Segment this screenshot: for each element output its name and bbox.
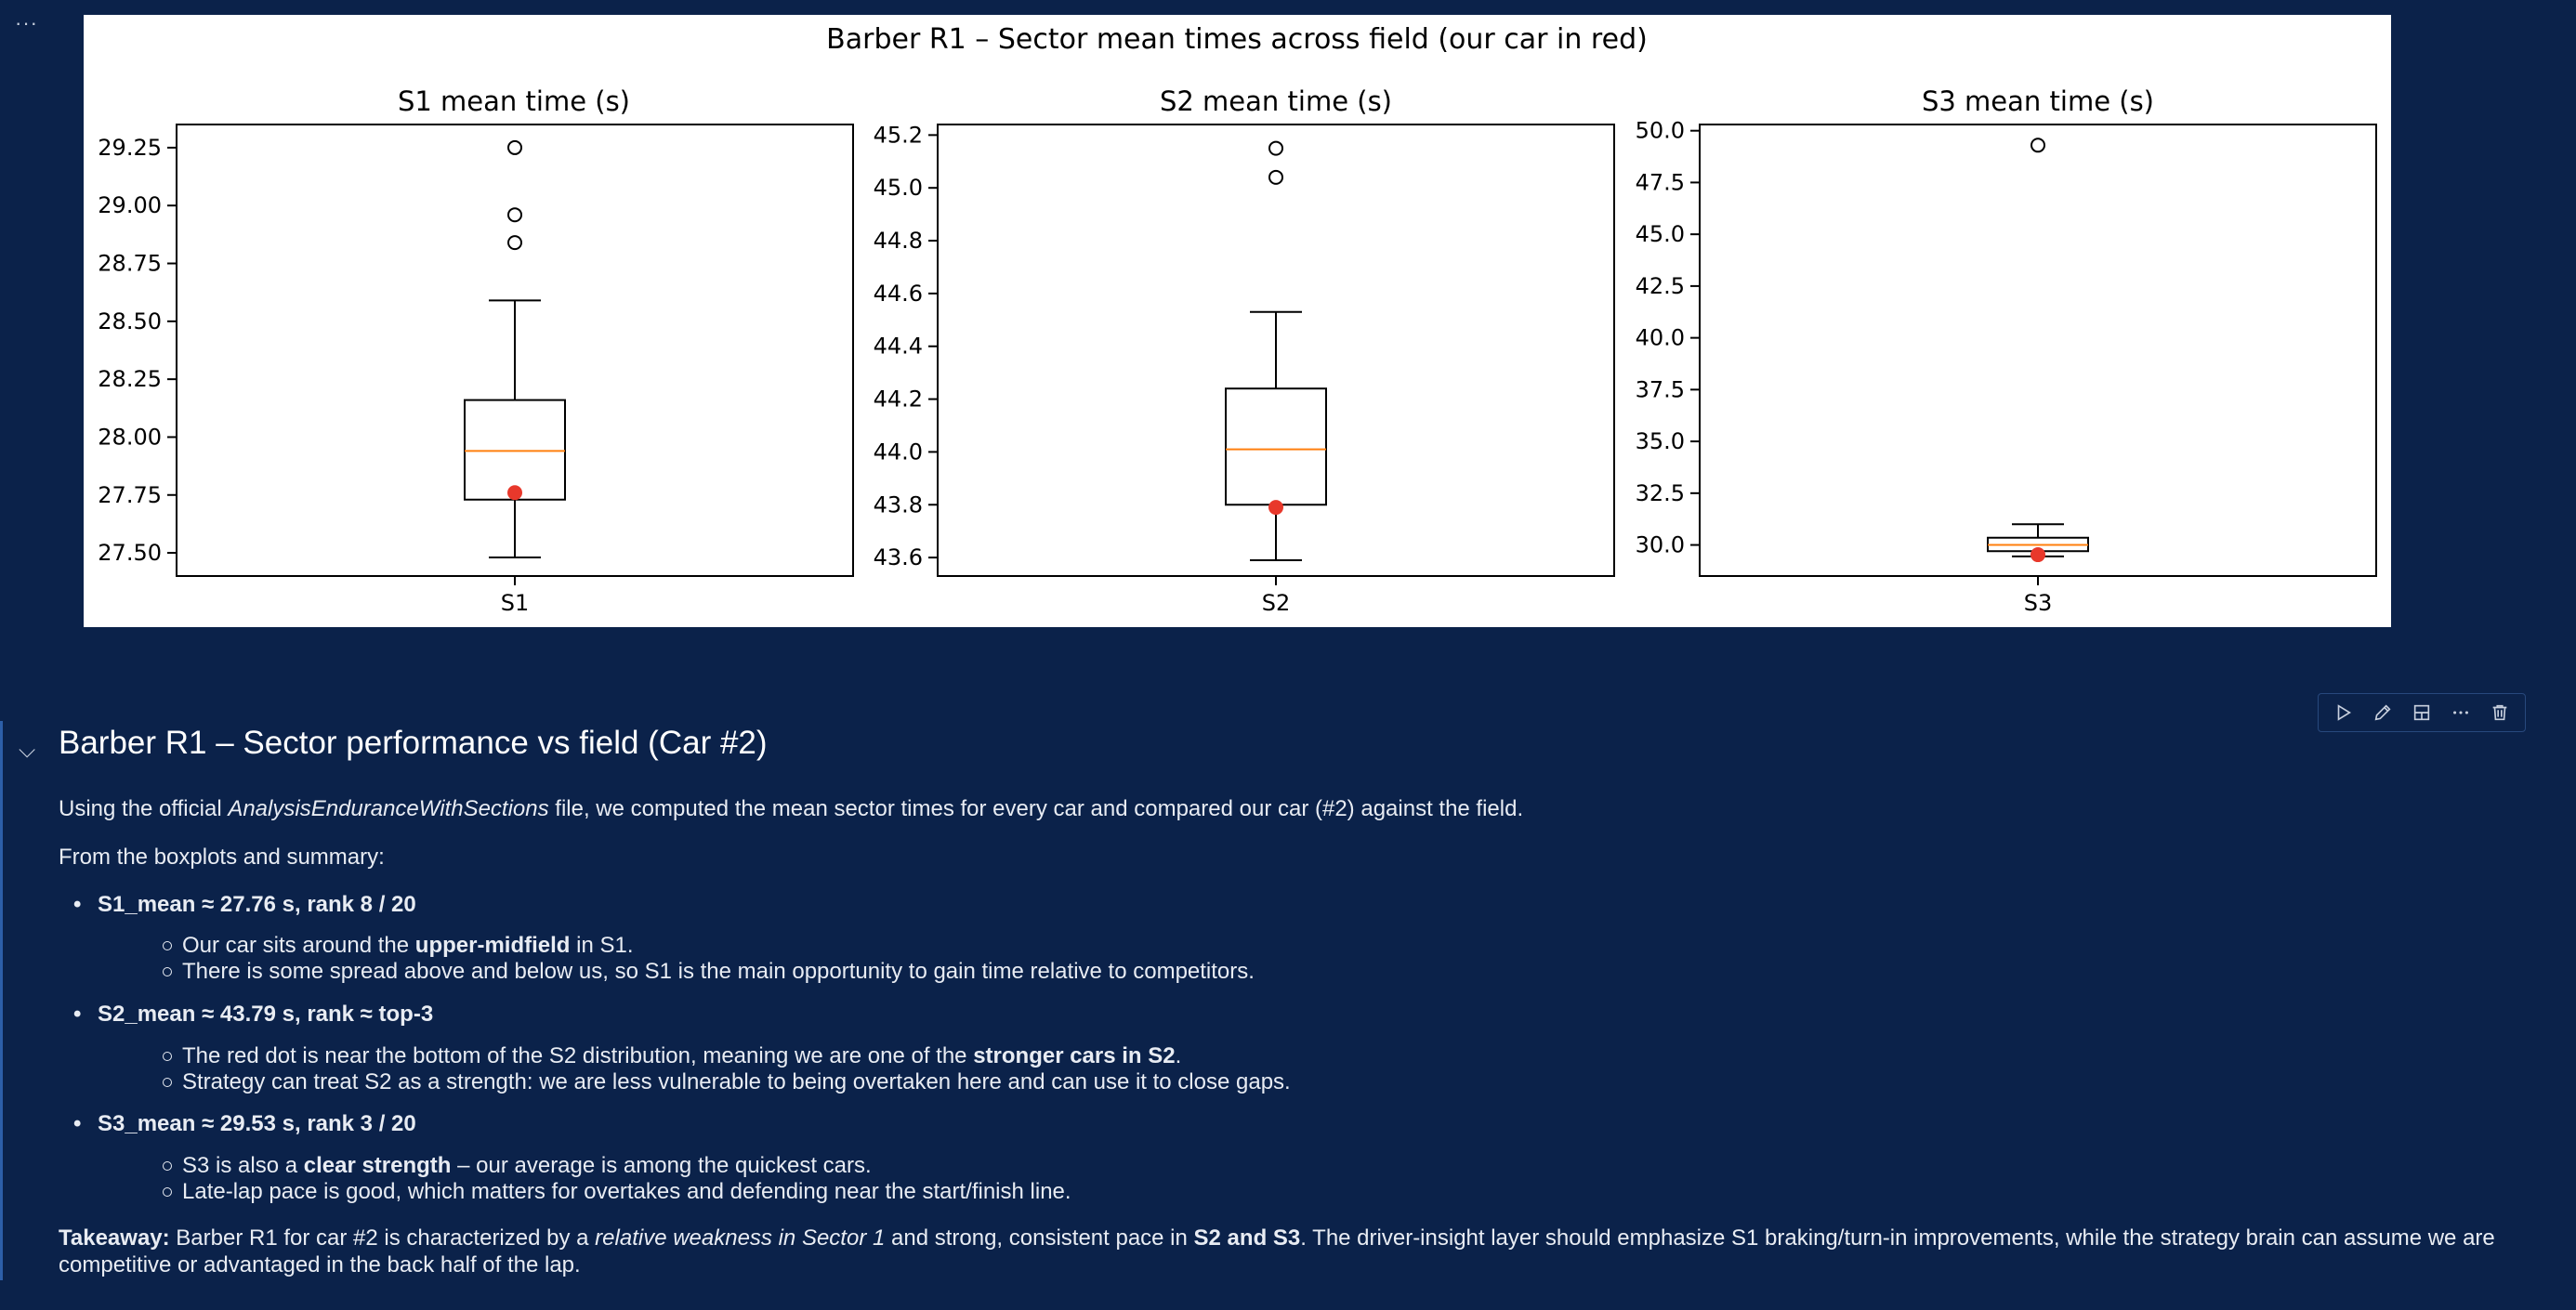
s3-point-2: Late-lap pace is good, which matters for overtakes and defending near the start/finish line. xyxy=(182,1179,1071,1204)
iqr-box-s1 xyxy=(465,400,565,500)
s3-point-1: S3 is also a clear strength – our average is among the quickest cars. xyxy=(182,1153,872,1178)
our-car-marker-s3 xyxy=(2031,547,2045,562)
outlier-s1 xyxy=(508,236,521,249)
s2-point-1: The red dot is near the bottom of the S2 distribution, meaning we are one of the stronger cars in S2. xyxy=(182,1043,1182,1068)
y-tick-label-s3: 37.5 xyxy=(1635,376,1685,403)
y-tick-label-s3: 42.5 xyxy=(1635,272,1685,299)
panel-s3 xyxy=(1636,85,2376,616)
s3-summary: • S3_mean ≈ 29.53 s, rank 3 / 20 xyxy=(98,1111,416,1137)
y-tick-label-s2: 43.8 xyxy=(873,491,923,518)
outlier-s2 xyxy=(1269,171,1282,184)
y-tick-label-s3: 35.0 xyxy=(1635,428,1685,455)
y-tick-label-s3: 40.0 xyxy=(1635,324,1685,351)
s1-summary: • S1_mean ≈ 27.76 s, rank 8 / 20 xyxy=(98,892,416,918)
y-tick-label-s2: 45.2 xyxy=(873,122,923,149)
y-tick-label-s1: 29.00 xyxy=(98,192,162,219)
s1-point-1: Our car sits around the upper-midfield in S1. xyxy=(182,933,634,958)
y-tick-label-s2: 43.6 xyxy=(873,544,923,571)
s1-point-2: There is some spread above and below us, so S1 is the main opportunity to gain time relative to competitors. xyxy=(182,959,1255,984)
figure-suptitle: Barber R1 – Sector mean times across field (our car in red) xyxy=(826,23,1648,56)
cell-more-icon[interactable]: ··· xyxy=(15,11,38,34)
collapse-chevron-icon[interactable]: ⌵ xyxy=(19,738,36,763)
takeaway-paragraph: Takeaway: Barber R1 for car #2 is characterized by a relative weakness in Sector 1 and strong, consistent pace in S2 and S3. The driver-insight layer should emphasize S1 braking/turn-in improvements, while the strategy brain can assume we are competitive or advantaged in the back half of the lap. xyxy=(59,1225,2495,1277)
iqr-box-s2 xyxy=(1226,388,1326,504)
markdown-title: Barber R1 – Sector performance vs field (Car #2) xyxy=(59,725,768,761)
y-tick-label-s1: 28.75 xyxy=(98,250,162,277)
panel-title-s2: S2 mean time (s) xyxy=(1159,85,1393,117)
y-tick-label-s3: 50.0 xyxy=(1635,117,1685,144)
y-tick-label-s3: 32.5 xyxy=(1635,479,1685,506)
x-tick-label-s2: S2 xyxy=(1261,590,1291,616)
outlier-s1 xyxy=(508,141,521,154)
y-tick-label-s2: 44.8 xyxy=(873,228,923,255)
y-tick-label-s2: 44.6 xyxy=(873,280,923,307)
y-tick-label-s1: 28.25 xyxy=(98,366,162,393)
panel-title-s1: S1 mean time (s) xyxy=(397,85,631,117)
from-boxplots-text: From the boxplots and summary: xyxy=(59,845,385,870)
more-icon[interactable] xyxy=(2445,697,2477,728)
y-tick-label-s3: 47.5 xyxy=(1635,169,1685,196)
run-icon[interactable] xyxy=(2328,697,2359,728)
outlier-s2 xyxy=(1269,142,1282,155)
y-tick-label-s2: 45.0 xyxy=(873,175,923,202)
cell-focus-border xyxy=(0,721,3,1280)
outlier-s3 xyxy=(2031,138,2044,151)
y-tick-label-s1: 29.25 xyxy=(98,134,162,161)
x-tick-label-s3: S3 xyxy=(2023,590,2053,616)
boxplot-svg xyxy=(84,15,2391,627)
file-name: AnalysisEnduranceWithSections xyxy=(228,796,549,821)
boxplot-figure xyxy=(84,15,2391,627)
s2-point-2: Strategy can treat S2 as a strength: we are less vulnerable to being overtaken here and can use it to close gaps. xyxy=(182,1069,1291,1094)
y-tick-label-s2: 44.2 xyxy=(873,386,923,413)
our-car-marker-s1 xyxy=(507,485,522,500)
markdown-cell[interactable] xyxy=(0,721,2576,1310)
y-tick-label-s2: 44.4 xyxy=(873,333,923,360)
split-icon[interactable] xyxy=(2406,697,2438,728)
panel-title-s3: S3 mean time (s) xyxy=(1921,85,2155,117)
panel-s2 xyxy=(874,85,1614,616)
axes-frame-s3 xyxy=(1700,124,2376,576)
cell-toolbar xyxy=(2318,693,2526,732)
y-tick-label-s2: 44.0 xyxy=(873,439,923,465)
delete-icon[interactable] xyxy=(2484,697,2516,728)
y-tick-label-s1: 28.00 xyxy=(98,424,162,451)
panel-s1 xyxy=(98,85,853,616)
s2-summary: • S2_mean ≈ 43.79 s, rank ≈ top-3 xyxy=(98,1002,433,1028)
our-car-marker-s2 xyxy=(1268,500,1283,515)
y-tick-label-s1: 28.50 xyxy=(98,308,162,334)
y-tick-label-s1: 27.75 xyxy=(98,481,162,508)
y-tick-label-s3: 30.0 xyxy=(1635,531,1685,558)
outlier-s1 xyxy=(508,208,521,221)
edit-icon[interactable] xyxy=(2367,697,2399,728)
y-tick-label-s1: 27.50 xyxy=(98,540,162,567)
y-tick-label-s3: 45.0 xyxy=(1635,221,1685,248)
x-tick-label-s1: S1 xyxy=(500,590,530,616)
intro-paragraph: Using the official AnalysisEnduranceWithSections file, we computed the mean sector times for every car and compared our car (#2) against the field. xyxy=(59,796,1524,821)
